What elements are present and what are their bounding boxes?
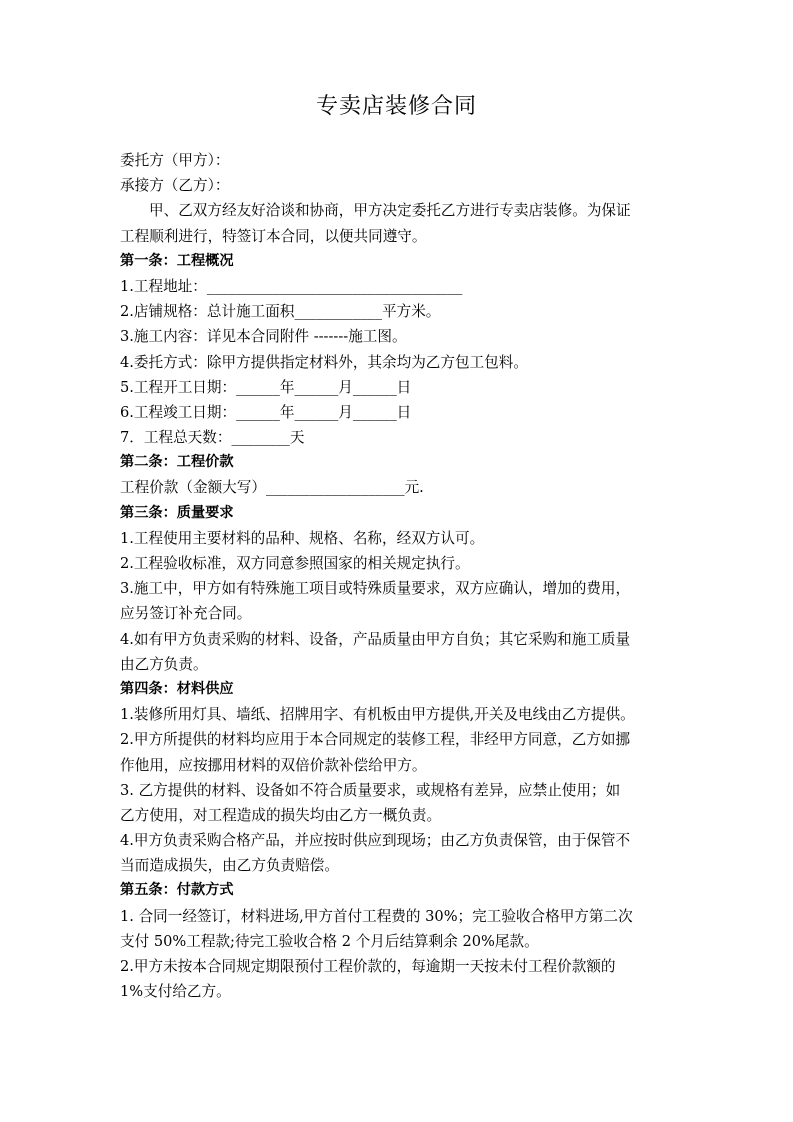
paragraph-line: 4.委托方式：除甲方提供指定材料外，其余均为乙方包工包料。 <box>120 353 528 371</box>
paragraph-line: 2.工程验收标准，双方同意参照国家的相关规定执行。 <box>120 555 470 572</box>
section-heading: 第五条：付款方式 <box>120 882 234 899</box>
section-heading: 第二条：工程价款 <box>120 454 234 471</box>
paragraph-line: 4.甲方负责采购合格产品，并应按时供应到现场；由乙方负责保管，由于保管不 <box>120 832 631 850</box>
section-heading: 第四条：材料供应 <box>120 680 234 697</box>
paragraph-line: 3.施工中，甲方如有特殊施工项目或特殊质量要求，双方应确认，增加的费用， <box>120 580 631 598</box>
paragraph-line: 乙方使用，对工程造成的损失均由乙方一概负责。 <box>120 806 442 824</box>
paragraph-line: 工程价款（金额大写）___________________元. <box>120 479 424 497</box>
document-body <box>120 148 680 1004</box>
paragraph-line: 甲、乙双方经友好洽谈和协商，甲方决定委托乙方进行专卖店装修。为保证 <box>149 202 631 220</box>
paragraph-line: 3.施工内容：详见本合同附件 -------施工图。 <box>120 328 407 346</box>
paragraph-line: 应另签订补充合同。 <box>120 605 252 623</box>
paragraph-line: 承接方（乙方）： <box>120 177 230 195</box>
paragraph-line: 5.工程开工日期：______年______月______日 <box>120 378 412 396</box>
paragraph-line: 2.店铺规格：总计施工面积____________平方米。 <box>120 303 441 321</box>
paragraph-line: 由乙方负责。 <box>120 655 208 673</box>
paragraph-line: 6.工程竣工日期：______年______月______日 <box>120 403 412 421</box>
paragraph-line: 1. 合同一经签订，材料进场,甲方首付工程费的 30%；完工验收合格甲方第二次 <box>120 907 633 925</box>
paragraph-line: 2.甲方未按本合同规定期限预付工程价款的，每逾期一天按未付工程价款额的 <box>120 958 616 975</box>
paragraph-line: 当而造成损失，由乙方负责赔偿。 <box>120 857 339 875</box>
paragraph-line: 1.工程地址：___________________________________ <box>120 277 463 295</box>
paragraph-line: 4.如有甲方负责采购的材料、设备，产品质量由甲方自负；其它采购和施工质量 <box>120 630 631 648</box>
paragraph-line: 工程顺利进行，特签订本合同，以便共同遵守。 <box>120 227 427 245</box>
paragraph-line: 7．工程总天数：________天 <box>120 429 305 447</box>
paragraph-line: 2.甲方所提供的材料均应用于本合同规定的装修工程，非经甲方同意，乙方如挪 <box>120 731 631 749</box>
section-heading: 第一条：工程概况 <box>120 252 234 269</box>
paragraph-line: 1.装修所用灯具、墙纸、招牌用字、有机板由甲方提供,开关及电线由乙方提供。 <box>120 706 635 724</box>
paragraph-line: 作他用，应按挪用材料的双倍价款补偿给甲方。 <box>120 756 427 774</box>
paragraph-line: 委托方（甲方）： <box>120 152 230 169</box>
paragraph-line: 支付 50%工程款;待完工验收合格 2 个月后结算剩余 20%尾款。 <box>120 932 539 950</box>
section-heading: 第三条：质量要求 <box>120 504 234 521</box>
paragraph-line: 1%支付给乙方。 <box>120 983 231 1001</box>
paragraph-line: 3. 乙方提供的材料、设备如不符合质量要求，或规格有差异，应禁止使用；如 <box>120 781 621 799</box>
paragraph-line: 1.工程使用主要材料的品种、规格、名称，经双方认可。 <box>120 529 485 547</box>
document-title: 专卖店装修合同 <box>315 94 477 119</box>
